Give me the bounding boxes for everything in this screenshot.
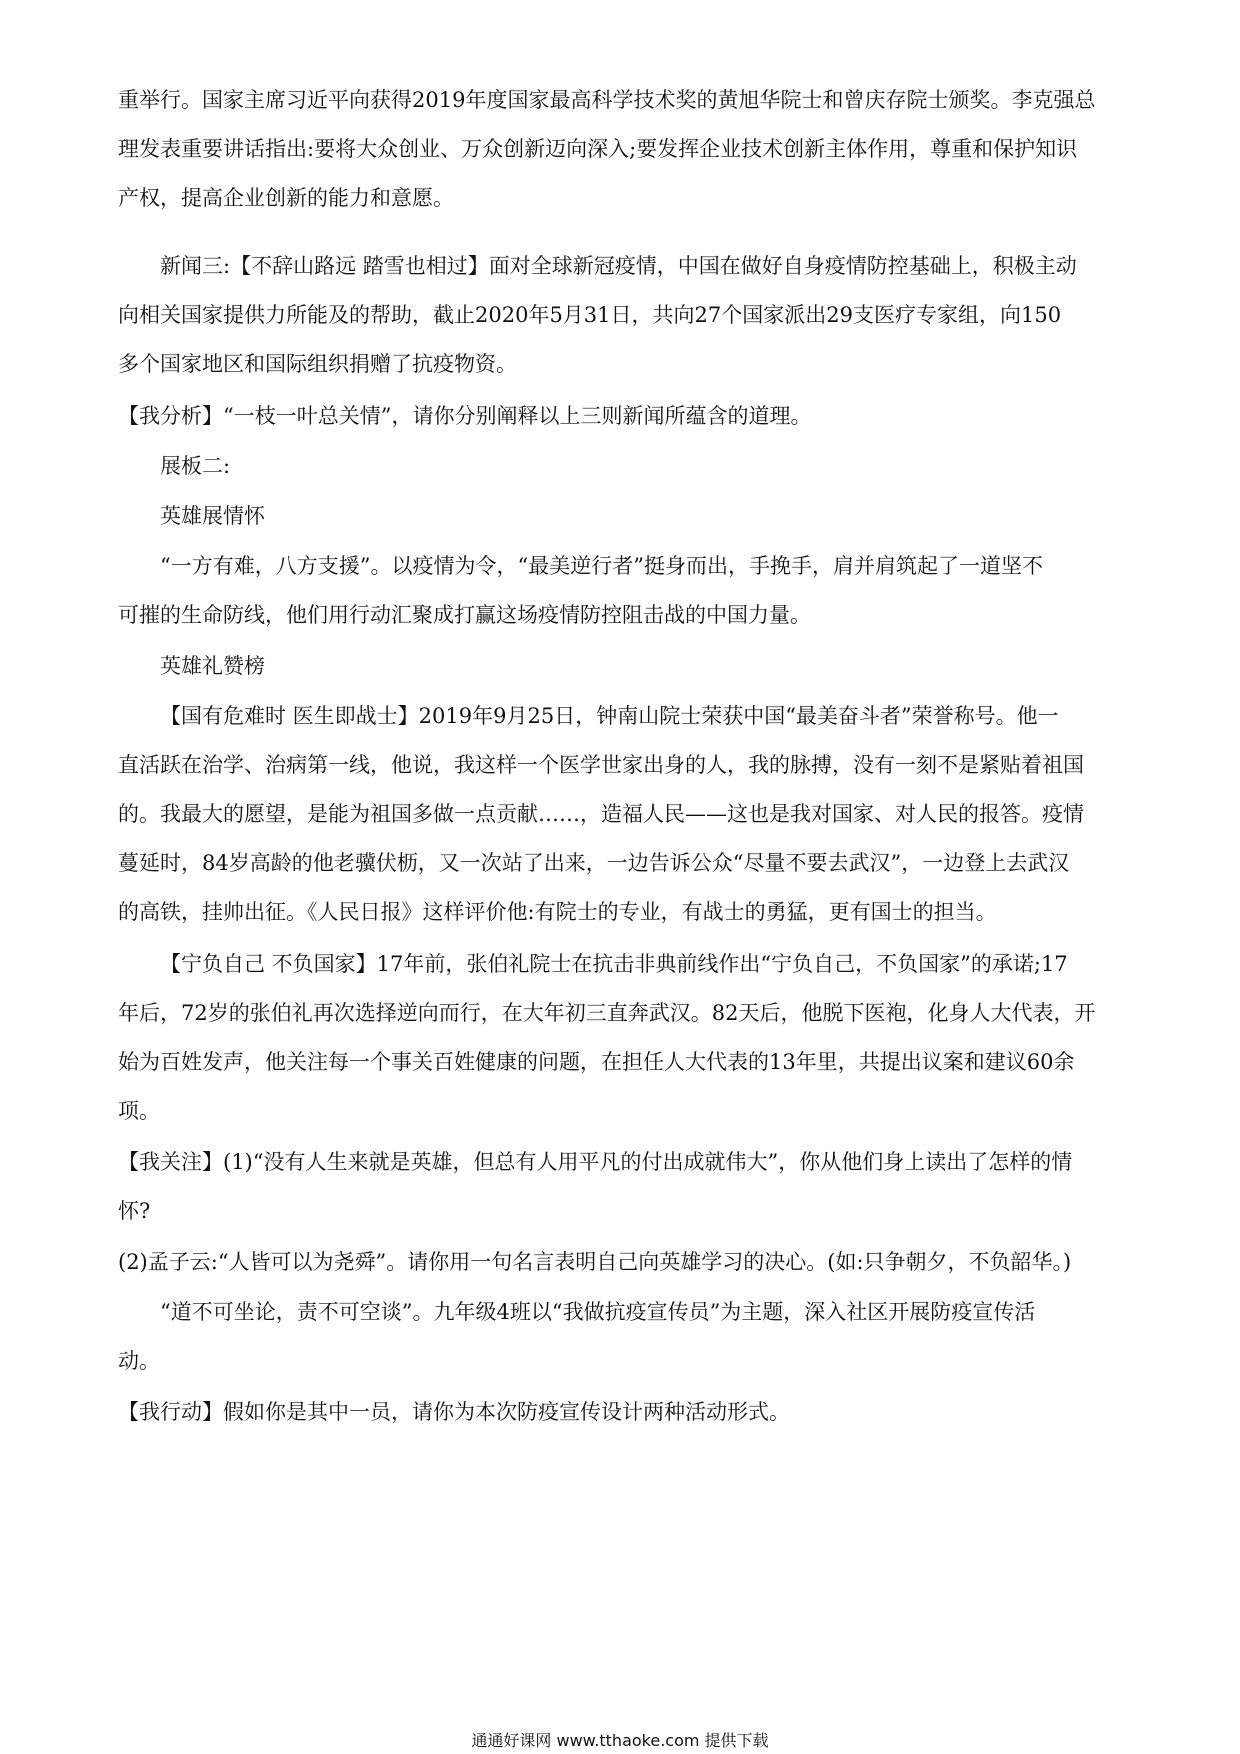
section-heading-board-two xyxy=(118,442,1128,491)
text-line: 年后，72岁的张伯礼再次选择逆向而行，在大年初三直奔武汉。82天后，他脱下医袍，化身人大代表，开 xyxy=(118,1001,1096,1025)
text-line: (2)孟子云:“人皆可以为尧舜”。请你用一句名言表明自己向英雄学习的决心。(如:只争朝夕，不负韶华。) xyxy=(118,1250,1072,1274)
text-line: 可摧的生命防线，他们用行动汇聚成打赢这场疫情防控阻击战的中国力量。 xyxy=(118,603,811,627)
subheading-hero-tribute xyxy=(118,642,1128,691)
text-line: 的高铁，挂帅出征。《人民日报》这样评价他:有院士的专业，有战士的勇猛，更有国士的担当。 xyxy=(118,900,997,924)
text-line: 向相关国家提供力所能及的帮助，截止2020年5月31日，共向27个国家派出29支医疗专家组，向150 xyxy=(118,303,1062,327)
paragraph-class-activity xyxy=(118,1288,1128,1386)
text-line: 始为百姓发声，他关注每一个事关百姓健康的问题，在担任人大代表的13年里，共提出议案和建议60余 xyxy=(118,1050,1075,1074)
question-action xyxy=(118,1388,1128,1437)
paragraph-news-three xyxy=(118,242,1128,389)
question-attention-1 xyxy=(118,1138,1128,1236)
paragraph-zhong-nanshan xyxy=(118,692,1128,937)
text-line: 产权，提高企业创新的能力和意愿。 xyxy=(118,186,454,210)
text-line: 重举行。国家主席习近平向获得2019年度国家最高科学技术奖的黄旭华院士和曾庆存院士颁奖。李克强总 xyxy=(118,88,1096,112)
text-line: 新闻三:【不辞山路远 踏雪也相过】面对全球新冠疫情，中国在做好自身疫情防控基础上，积极主动 xyxy=(160,254,1077,278)
text-line: 蔓延时，84岁高龄的他老骥伏枥，又一次站了出来，一边告诉公众“尽量不要去武汉”，一边登上去武汉 xyxy=(118,851,1070,875)
paragraph-news-two-continued xyxy=(118,76,1128,223)
text-line: 项。 xyxy=(118,1099,160,1123)
text-line: 【宁负自己 不负国家】17年前，张伯礼院士在抗击非典前线作出“宁负自己，不负国家”的承诺;17 xyxy=(160,952,1068,976)
text-line: 的。我最大的愿望，是能为祖国多做一点贡献……，造福人民——这也是我对国家、对人民的报答。疫情 xyxy=(118,802,1084,826)
text-line: 直活跃在治学、治病第一线，他说，我这样一个医学世家出身的人，我的脉搏，没有一刻不是紧贴着祖国 xyxy=(118,753,1084,777)
text-line: 怀? xyxy=(118,1199,151,1223)
page-footer: 通通好课网 www.tthaoke.com 提供下载 xyxy=(471,1731,769,1750)
question-analysis xyxy=(118,392,1128,441)
text-line: “一方有难，八方支援”。以疫情为令，“最美逆行者”挺身而出，手挽手，肩并肩筑起了一道坚不 xyxy=(160,554,1043,578)
paragraph-hero-intro xyxy=(118,542,1128,640)
text-line: 多个国家地区和国际组织捐赠了抗疫物资。 xyxy=(118,352,517,376)
subheading-hero-feelings xyxy=(118,492,1128,541)
text-line: 展板二: xyxy=(160,454,231,478)
text-line: 【我行动】假如你是其中一员，请你为本次防疫宣传设计两种活动形式。 xyxy=(118,1400,790,1424)
question-attention-2 xyxy=(118,1238,1128,1287)
paragraph-zhang-boli xyxy=(118,940,1128,1136)
text-line: 动。 xyxy=(118,1349,160,1373)
text-line: “道不可坐论，责不可空谈”。九年级4班以“我做抗疫宣传员”为主题，深入社区开展防疫宣传活 xyxy=(160,1300,1036,1324)
text-line: 英雄展情怀 xyxy=(160,504,265,528)
text-line: 【国有危难时 医生即战士】2019年9月25日，钟南山院士荣获中国“最美奋斗者”荣誉称号。他一 xyxy=(160,704,1059,728)
text-line: 英雄礼赞榜 xyxy=(160,654,265,678)
text-line: 理发表重要讲话指出:要将大众创业、万众创新迈向深入;要发挥企业技术创新主体作用，尊重和保护知识 xyxy=(118,137,1078,161)
text-line: 【我分析】“一枝一叶总关情”，请你分别阐释以上三则新闻所蕴含的道理。 xyxy=(118,404,812,428)
text-line: 【我关注】(1)“没有人生来就是英雄，但总有人用平凡的付出成就伟大”，你从他们身上读出了怎样的情 xyxy=(118,1150,1073,1174)
